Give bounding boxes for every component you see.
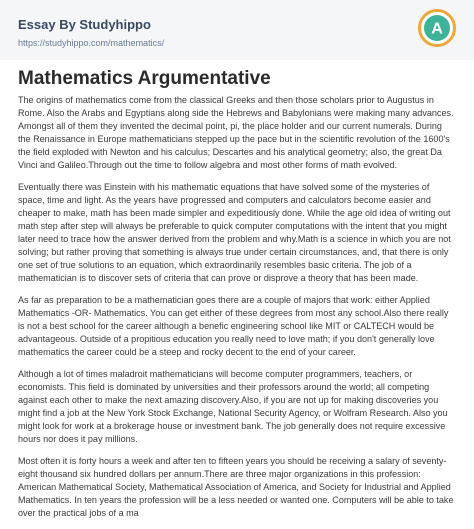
article-paragraph: Most often it is forty hours a week and after ten to fifteen years you should be receiving a salary of seventy-eight thousand six hundred dollars per annum.There are three major organizations in this profession: American Mathematical Society, Mathematical Association of America, and Society for Industrial and Applied Mathematics. In ten years the profession will be a less needed or wanted one. Computers will be able to take over the practical jobs of a ma <box>18 456 454 518</box>
site-brand-title[interactable]: Essay By Studyhippo <box>18 17 151 32</box>
logo-letter: A <box>431 20 443 38</box>
article-paragraph: Eventually there was Einstein with his mathematic equations that have solved some of the mysteries of space, time and light. As the years have progressed and computers and calculators become easier and cheaper to make, math has been made simpler and expeditiously done. While the age old idea of writing out math step after step will always be preferable to quick computer computations with the intent that you might later need to trace how the answer derived from the problem and why.Math is a science in which you are not solving; but rather proving that something is always true under certain circumstances, and, that there is only one set of true solutions to an equation, which extraordinarily resembles basic criteria. The job of a mathematician is to discover sets of criteria that can prove or disprove a theory that has been made. <box>18 182 451 283</box>
site-header <box>0 0 474 60</box>
article-body <box>18 94 456 529</box>
page-url[interactable]: https://studyhippo.com/mathematics/ <box>18 38 165 48</box>
article-paragraph: Although a lot of times maladroit mathematicians will become computer programmers, teachers, or economists. This field is dominated by universities and their professors around the world; all competing against each other to make the next amazing discovery.Also, if you are not up for making discoveries you might find a job at the New York Stock Exchange, National Security Agency, or Wolfram Research. Also you might look for work at a brokerage house or investment bank. The job generally does not require excessive hours nor does it pay millions. <box>18 369 448 444</box>
article-paragraph: As far as preparation to be a mathematician goes there are a couple of majors that work: either Applied Mathematics -OR- Mathematics. You can get either of these degrees from most any school.Also there really is not a best school for the career although a benefic engineering school like MIT or CALTECH would be advantageous. Outside of a propitious education you really need to love math; if you don't generally love mathematics the career could be a steep and rocky decent to the end of your career. <box>18 295 449 357</box>
article-paragraph: The origins of mathematics come from the classical Greeks and then those scholars prior to Augustus in Rome. Also the Arabs and Egyptians along side the Hebrews and Babylonians were making many advances. Amongst all of them they invented the decimal point, pi, the place holder and our current numerals. During the Renaissance in Europe mathematicians stepped up the pace but in the scientific revolution of the 1600's the field exploded with Newton and his calculus; Descartes and his analytical geometry; also, the great Da Vinci and Galileo.Through out the time to follow algebra and most other forms of math evolved. <box>18 95 454 170</box>
article-title: Mathematics Argumentative <box>18 68 271 89</box>
studyhippo-logo-icon[interactable] <box>418 9 456 47</box>
